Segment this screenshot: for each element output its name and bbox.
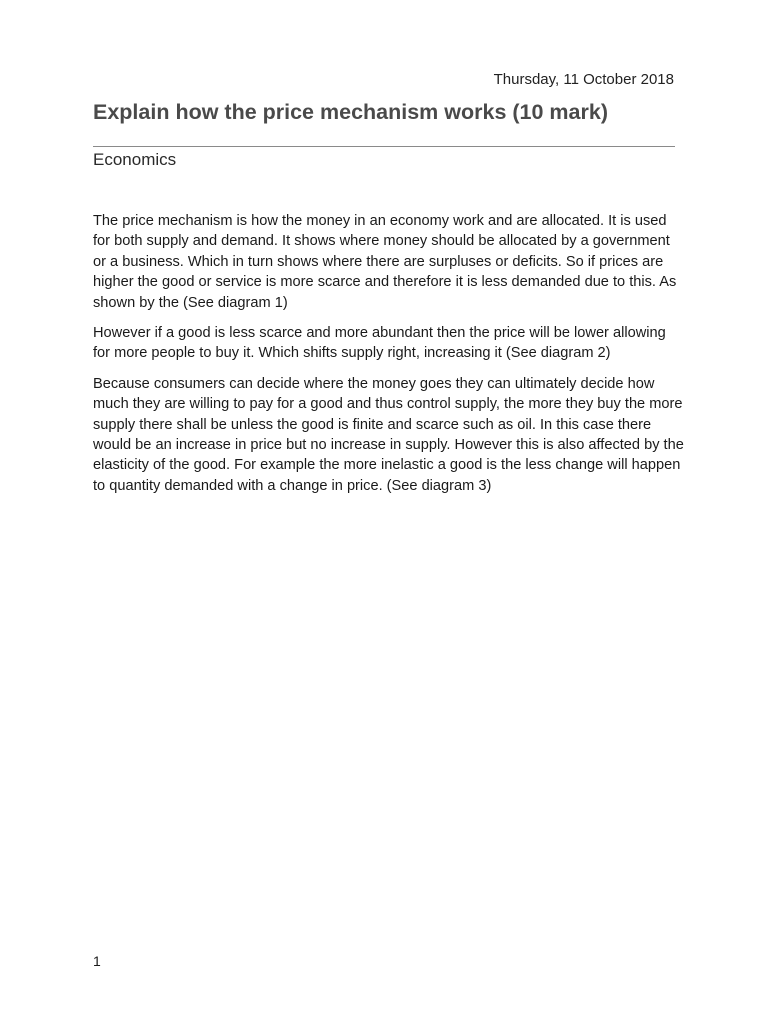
body-paragraph-2: However if a good is less scarce and more abundant then the price will be lower allowing for more people to buy it. Which shifts supply right, increasing it (See diagram 2)	[93, 325, 666, 362]
page-number: 1	[93, 953, 101, 969]
document-body	[93, 211, 685, 506]
body-paragraph-3: Because consumers can decide where the money goes they can ultimately decide how much they are willing to pay for a good and thus control supply, the more they buy the more supply there shall be unless the good is finite and scarce such as oil. In this case there would be an increase in price but no increase in supply. However this is also affected by the elasticity of the good. For example the more inelastic a good is the less change will happen to quantity demanded with a change in price. (See diagram 3)	[93, 375, 684, 494]
document-subtitle: Economics	[93, 150, 177, 169]
document-title: Explain how the price mechanism works (10 mark)	[93, 100, 608, 124]
document-date: Thursday, 11 October 2018	[493, 71, 674, 88]
title-divider	[93, 146, 675, 147]
body-paragraph-1: The price mechanism is how the money in an economy work and are allocated. It is used for both supply and demand. It shows where money should be allocated by a government or a business. Which in turn shows where there are surpluses or deficits. So if prices are higher the good or service is more scarce and therefore it is less demanded due to this. As shown by the (See diagram 1)	[93, 213, 677, 311]
